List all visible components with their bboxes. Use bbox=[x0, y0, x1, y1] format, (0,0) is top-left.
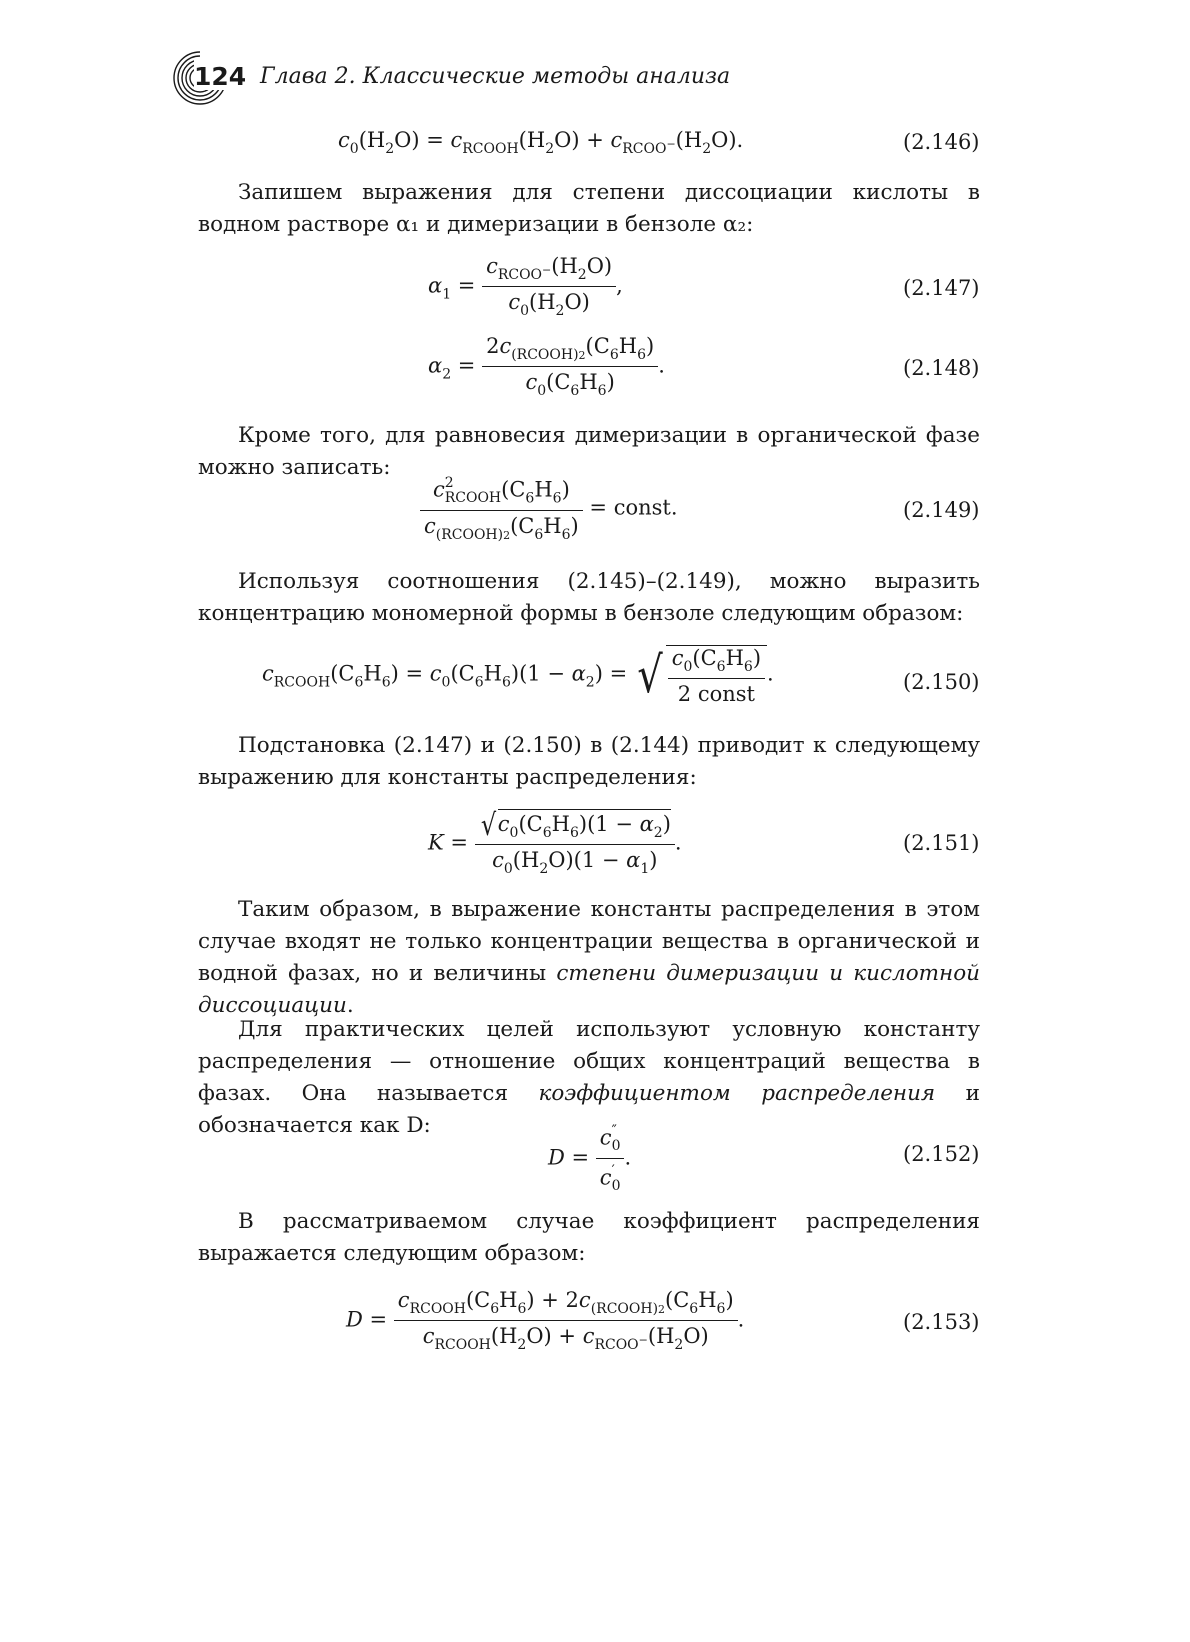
paragraph: В рассматриваемом случае коэффициент распределения выражается следующим образом: bbox=[198, 1209, 980, 1266]
paragraph: Используя соотношения (2.145)–(2.149), можно выразить концентрацию мономерной формы в бензоле следующим образом: bbox=[198, 569, 980, 626]
equation-2-151: K = $\frac{√c_0(C_6H_6)(1 - \alpha_2)}{c_0(H_2O)(1 - \alpha_1)}$ . bbox=[428, 808, 682, 877]
equation-number: (2.151) bbox=[903, 831, 980, 855]
paragraph: Кроме того, для равновесия димеризации в органической фазе можно записать: bbox=[198, 423, 980, 480]
equation-2-147: $\alpha_1$ = $\frac{c_{RCOO^-}(H_2O)}{c_0(H_2O)}$ , bbox=[428, 254, 623, 319]
equation-2-148: $\alpha_2$ = $\frac{2c_{(RCOOH)2}(C_6H_6)}{c_0(C_6H_6)}$ . bbox=[428, 334, 665, 399]
page-number: 124 bbox=[194, 62, 247, 91]
equation-2-150: $c_{RCOOH}(C_6H_6) = c_0(C_6H_6)(1 - \alpha_2)$ = √ $\frac{c_0(C_6H_6)}{\text{2 const}}$ . bbox=[262, 645, 774, 706]
paragraph: Для практических целей используют условную константу распределения — отношение общих концентраций вещества в фазах. Она называется коэффициентом распределения и обозначается как D: bbox=[198, 1017, 980, 1138]
equation-number: (2.146) bbox=[903, 130, 980, 154]
equation-2-152: D = c ″ 0 c ′ 0 . bbox=[548, 1123, 632, 1194]
paragraph: Запишем выражения для степени диссоциации кислоты в водном растворе α₁ и димеризации в бензоле α₂: bbox=[198, 180, 980, 237]
equation-number: (2.148) bbox=[903, 356, 980, 380]
equation-2-153: D = $\frac{c_{RCOOH}(C_6H_6) + 2c_{(RCOOH)2}(C_6H_6)}{c_{RCOOH}(H_2O) + c_{RCOO^-}(H_2O)}$ . bbox=[346, 1288, 745, 1353]
paragraph: Подстановка (2.147) и (2.150) в (2.144) приводит к следующему выражению для константы распределения: bbox=[198, 733, 980, 790]
equation-2-146: $c_0(H_2O) = c_{RCOOH}(H_2O) + c_{RCOO^-}(H_2O)$. bbox=[338, 128, 744, 157]
equation-number: (2.153) bbox=[903, 1310, 980, 1334]
chapter-title: Глава 2. Классические методы анализа bbox=[260, 64, 731, 89]
equation-number: (2.152) bbox=[903, 1142, 980, 1166]
equation-number: (2.147) bbox=[903, 276, 980, 300]
paragraph: Таким образом, в выражение константы распределения в этом случае входят не только концентрации вещества в органической и водной фазах, но и величины степени димеризации и кислотной диссоциации. bbox=[198, 897, 981, 1018]
equation-2-149: c 2 RCOOH $(C_6H_6)$ $c_{(RCOOH)2}(C_6H_6)$ = const. bbox=[420, 476, 678, 542]
equation-number: (2.150) bbox=[903, 670, 980, 694]
equation-number: (2.149) bbox=[903, 498, 980, 522]
